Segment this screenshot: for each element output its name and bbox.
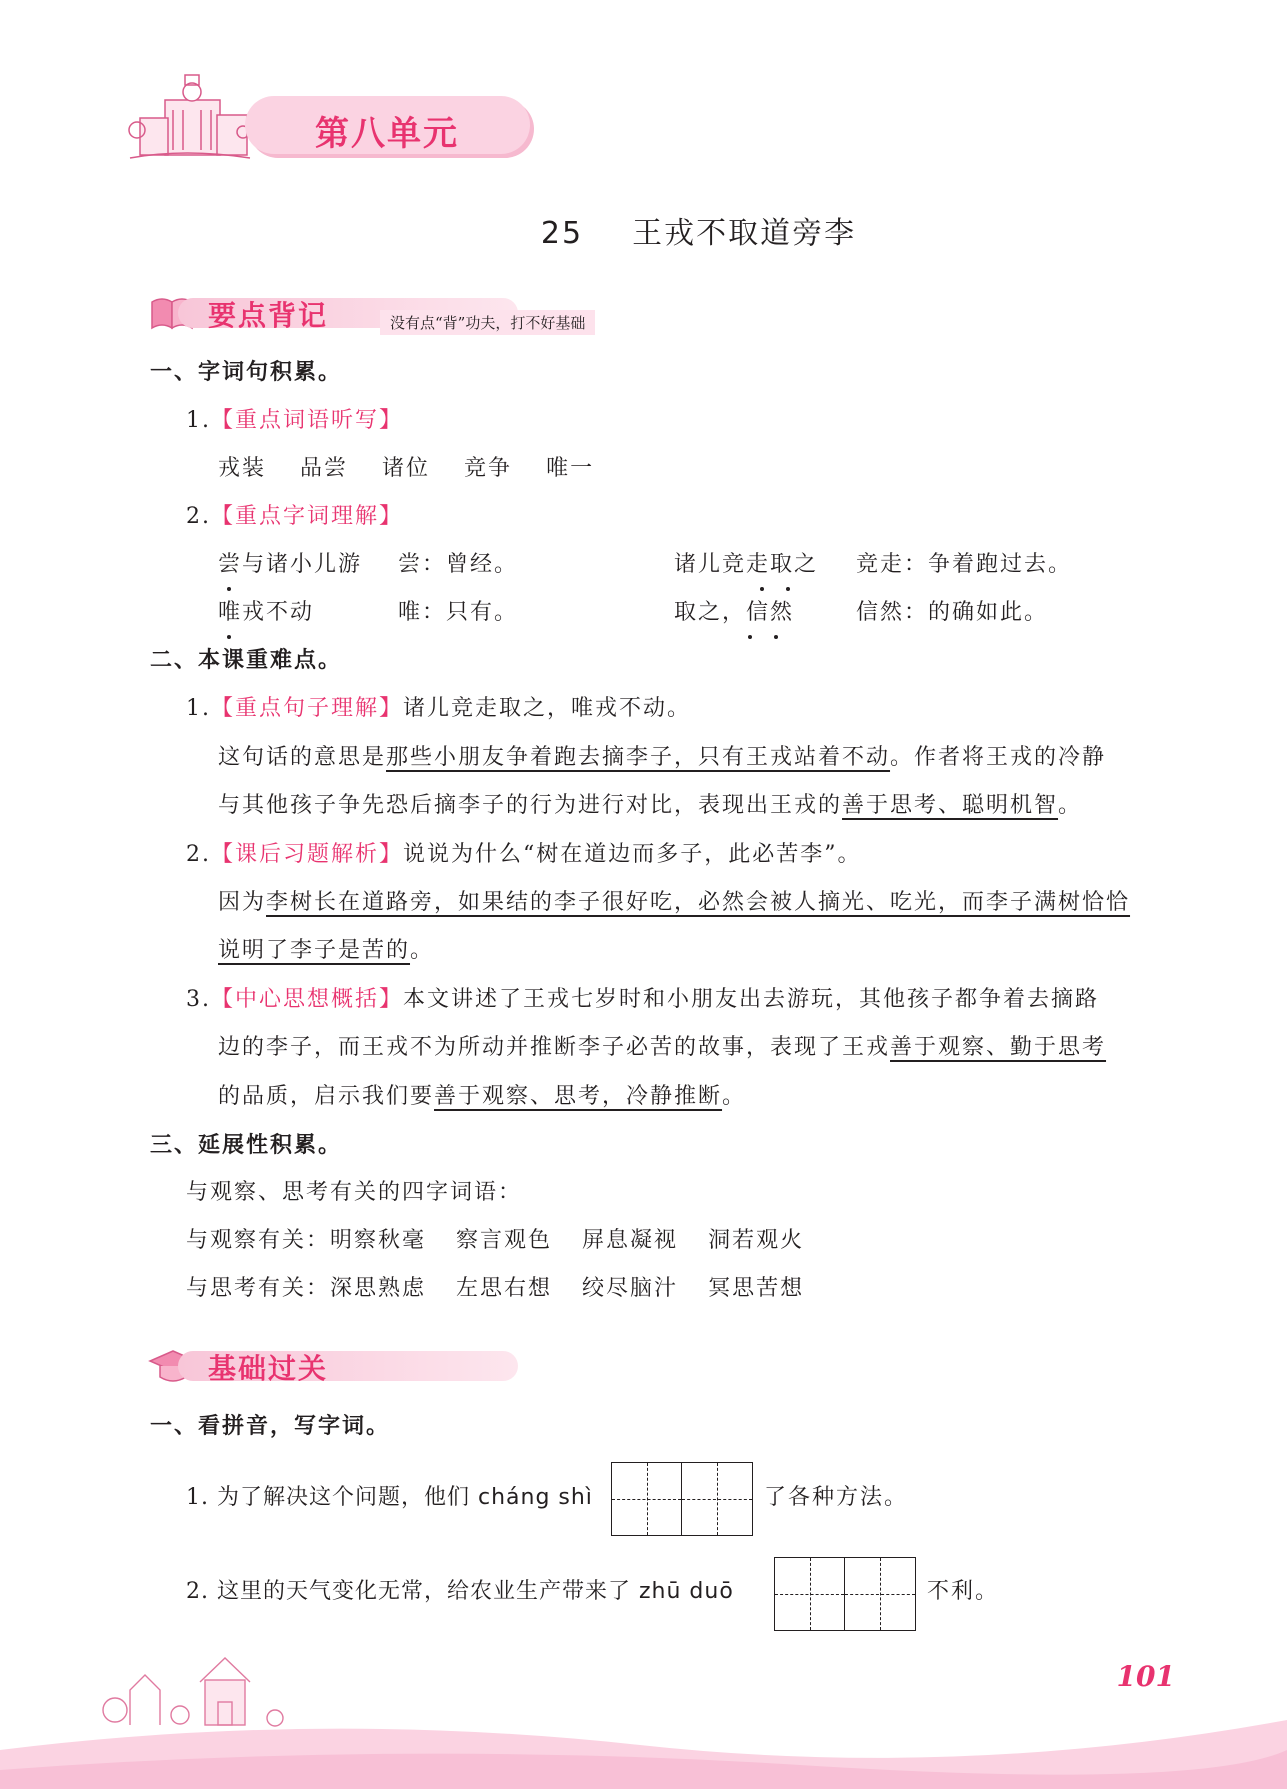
word-explanation: 信然：的确如此。 xyxy=(856,600,1049,625)
lesson-name: 王戎不取道旁李 xyxy=(632,216,857,251)
emphasis-dot xyxy=(774,635,778,639)
part-heading: 三、延展性积累。 xyxy=(150,1133,343,1158)
unit-title: 第八单元 xyxy=(315,114,459,154)
emphasis-dot xyxy=(786,587,790,591)
item-3: 3.【中心思想概括】本文讲述了王戎七岁时和小朋友出去游玩，其他孩子都争着去摘路 xyxy=(186,987,1100,1012)
item-2: 2.【重点字词理解】 xyxy=(186,504,404,529)
answer-line: 因为李树长在道路旁，如果结的李子很好吃，必然会被人摘光、吃光，而李子满树恰恰 xyxy=(218,890,1131,915)
item-tag: 【重点字词理解】 xyxy=(211,504,404,529)
pinyin: zhū duō xyxy=(638,1579,734,1604)
grid-cell[interactable] xyxy=(682,1463,752,1535)
answer-line: 说明了李子是苦的。 xyxy=(218,938,435,963)
extension-intro: 与观察、思考有关的四字词语： xyxy=(186,1180,523,1205)
underlined-answer: 那些小朋友争着跑去摘李子，只有王戎站着不动 xyxy=(386,745,891,770)
question-2-end: 不利。 xyxy=(927,1579,1000,1604)
section-title: 要点背记 xyxy=(208,299,329,332)
question-2: 2. 这里的天气变化无常，给农业生产带来了 zhū duō xyxy=(186,1579,734,1604)
item-tag: 【重点词语听写】 xyxy=(211,408,404,433)
section-subtitle: 没有点“背”功夫，打不好基础 xyxy=(380,310,595,335)
answer-line: 的品质，启示我们要善于观察、思考，冷静推断。 xyxy=(218,1084,747,1109)
idiom-row: 与观察有关：明察秋毫 察言观色 屏息凝视 洞若观火 xyxy=(186,1228,805,1253)
word-explanation: 尝：曾经。 xyxy=(398,552,519,577)
vocab-list: 戎装 品尝 诸位 竞争 唯一 xyxy=(218,456,595,481)
section-header-key-points xyxy=(148,292,648,336)
underlined-answer: 说明了李子是苦的 xyxy=(218,938,411,963)
grid-cell[interactable] xyxy=(612,1463,682,1535)
lesson-number: 25 xyxy=(540,216,584,251)
part-heading: 一、字词句积累。 xyxy=(150,360,343,385)
question-1-end: 了各种方法。 xyxy=(764,1485,909,1510)
underlined-answer: 李树长在道路旁，如果结的李子很好吃，必然会被人摘光、吃光，而李子满树恰恰 xyxy=(266,890,1131,915)
part-heading: 一、看拼音，写字词。 xyxy=(150,1414,391,1439)
item-tag: 【课后习题解析】 xyxy=(211,842,404,867)
item-tag: 【重点句子理解】 xyxy=(211,696,404,721)
idiom-row: 与思考有关：深思熟虑 左思右想 绞尽脑汁 冥思苦想 xyxy=(186,1276,805,1301)
word-phrase: 唯戎不动 xyxy=(218,600,315,625)
answer-line: 与其他孩子争先恐后摘李子的行为进行对比，表现出王戎的善于思考、聪明机智。 xyxy=(218,793,1083,818)
word-phrase: 取之，信然 xyxy=(674,600,795,625)
section-title: 基础过关 xyxy=(208,1352,329,1385)
answer-grid[interactable] xyxy=(611,1462,753,1536)
lesson-title xyxy=(0,208,1287,252)
emphasis-dot xyxy=(760,587,764,591)
item-1: 1.【重点词语听写】 xyxy=(186,408,404,433)
grid-cell[interactable] xyxy=(775,1558,845,1630)
section-header-basics xyxy=(148,1345,528,1389)
school-building-icon xyxy=(125,70,255,170)
grid-cell[interactable] xyxy=(845,1558,915,1630)
word-explanation: 竞走：争着跑过去。 xyxy=(856,552,1073,577)
emphasis-dot xyxy=(227,635,231,639)
part-heading: 二、本课重难点。 xyxy=(150,648,343,673)
question-1: 1. 为了解决这个问题，他们 cháng shì xyxy=(186,1485,593,1510)
pinyin: cháng shì xyxy=(477,1485,593,1510)
unit-banner xyxy=(125,70,535,170)
underlined-answer: 善于观察、思考，冷静推断 xyxy=(434,1084,723,1109)
underlined-answer: 善于观察、勤于思考 xyxy=(890,1035,1107,1060)
answer-line: 这句话的意思是那些小朋友争着跑去摘李子，只有王戎站着不动。作者将王戎的冷静 xyxy=(218,745,1107,770)
town-illustration-icon xyxy=(100,1650,330,1740)
word-phrase: 尝与诸小儿游 xyxy=(218,552,363,577)
item-tag: 【中心思想概括】 xyxy=(211,987,404,1012)
answer-line: 边的李子，而王戎不为所动并推断李子必苦的故事，表现了王戎善于观察、勤于思考 xyxy=(218,1035,1107,1060)
emphasis-dot xyxy=(227,587,231,591)
word-phrase: 诸儿竞走取之 xyxy=(674,552,819,577)
word-explanation: 唯：只有。 xyxy=(398,600,519,625)
underlined-answer: 善于思考、聪明机智 xyxy=(842,793,1059,818)
page-number: 101 xyxy=(1116,1660,1175,1693)
item-1: 1.【重点句子理解】诸儿竞走取之，唯戎不动。 xyxy=(186,696,692,721)
answer-grid[interactable] xyxy=(774,1557,916,1631)
item-2: 2.【课后习题解析】说说为什么“树在道边而多子，此必苦李”。 xyxy=(186,842,862,867)
emphasis-dot xyxy=(748,635,752,639)
